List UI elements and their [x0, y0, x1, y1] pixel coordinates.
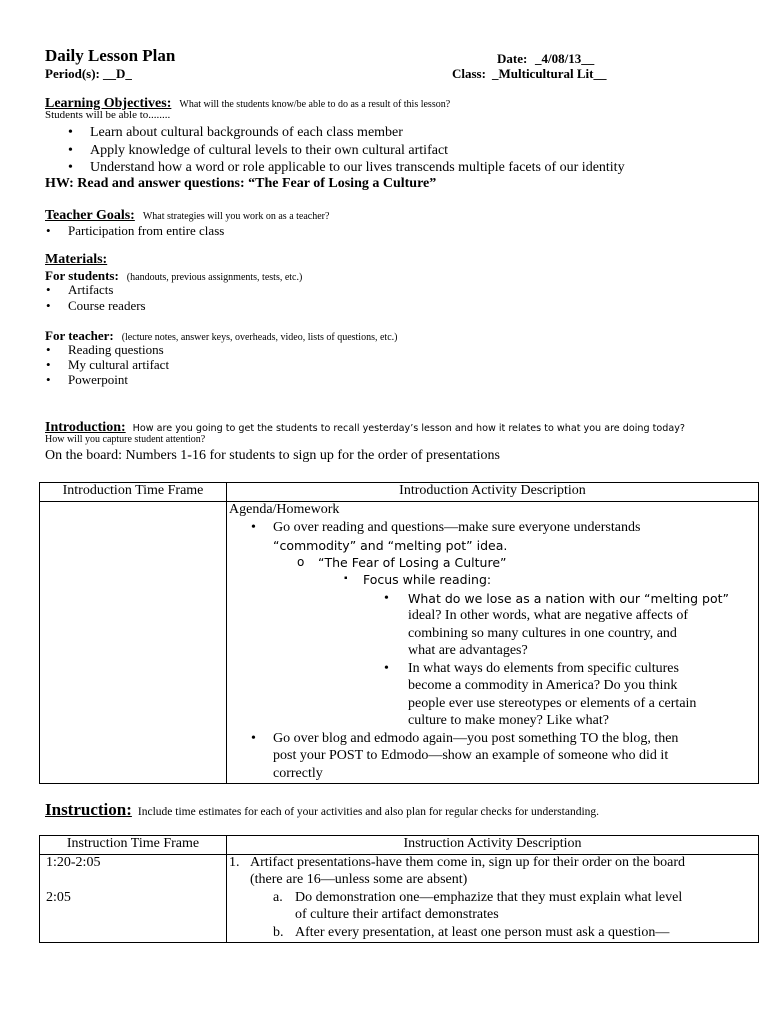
class-label: Class: [452, 66, 486, 81]
sub-bullet-marker: o [297, 555, 305, 569]
intro-q2-line-3: people ever use stereotypes or elements of a certain [408, 696, 697, 711]
intro-q2-line-1: In what ways do elements from specific cultures [408, 661, 679, 676]
instruction-heading-row [45, 800, 599, 820]
objectives-heading: Learning Objectives: [45, 96, 172, 111]
intro-bullet-2-line-1: Go over blog and edmodo again—you post something TO the blog, then [273, 731, 679, 746]
instruction-time-cell [40, 855, 227, 943]
page-title: Daily Lesson Plan [45, 46, 176, 65]
intro-description-cell [227, 502, 759, 784]
homework-line: HW: Read and answer questions: “The Fear of Losing a Culture” [45, 176, 437, 191]
intro-bullet-1-line-2: “commodity” and “melting pot” idea. [273, 538, 508, 553]
instruction-item-1-line-1: Artifact presentations-have them come in, sign up for their order on the board [250, 855, 686, 870]
introduction-prompt-2: How will you capture student attention? [45, 434, 206, 445]
instruction-prompt: Include time estimates for each of your activities and also plan for regular checks for understanding. [137, 806, 600, 818]
intro-bullet-1-line-1: Go over reading and questions—make sure everyone understands [273, 520, 641, 535]
intro-bullet-2-line-3: correctly [273, 766, 323, 781]
intro-bullet-2-line-2: post your POST to Edmodo—show an example of someone who did it [273, 748, 669, 763]
intro-q1-line-4: what are advantages? [408, 643, 528, 658]
intro-q2-line-2: become a commodity in America? Do you think [408, 678, 678, 693]
teacher-goals-heading: Teacher Goals: [45, 208, 135, 223]
for-students-prompt: (handouts, previous assignments, tests, etc.) [126, 272, 303, 283]
instruction-col-time: Instruction Time Frame [40, 836, 227, 855]
teacher-material-item: • My cultural artifact [68, 357, 169, 372]
intro-q1-line-2: ideal? In other words, what are negative affects of [408, 608, 689, 623]
objective-item: • Learn about cultural backgrounds of each class member [90, 124, 625, 142]
instruction-col-description: Instruction Activity Description [227, 836, 759, 855]
teacher-goals-prompt: What strategies will you work on as a teacher? [142, 211, 330, 222]
introduction-board-note: On the board: Numbers 1-16 for students to sign up for the order of presentations [45, 448, 500, 463]
class-value: _Multicultural Lit__ [492, 66, 607, 81]
bullet-icon: • [251, 731, 256, 746]
teacher-materials-list [68, 342, 169, 388]
objective-item: • Understand how a word or role applicable to our lives transcends multiple facets of our identity [90, 159, 625, 177]
instruction-time-2: 2:05 [46, 890, 71, 905]
for-teacher-prompt: (lecture notes, answer keys, overheads, video, lists of questions, etc.) [121, 332, 398, 343]
student-material-item: • Artifacts [68, 282, 146, 298]
for-teacher-label: For teacher: [45, 328, 114, 343]
intro-focus-label: Focus while reading: [363, 572, 492, 587]
instruction-sub-a-line-1: Do demonstration one—emphazize that they must explain what level [295, 890, 683, 905]
student-material-item: • Course readers [68, 298, 146, 314]
objectives-list [90, 124, 625, 177]
objective-item: • Apply knowledge of cultural levels to their own cultural artifact [90, 142, 625, 160]
intro-q2-line-4: culture to make money? Like what? [408, 713, 609, 728]
instruction-description-cell [227, 855, 759, 943]
bullet-icon: • [251, 520, 256, 535]
teacher-material-item: • Powerpoint [68, 372, 169, 387]
bullet-icon: • [384, 591, 389, 606]
intro-time-cell [40, 502, 227, 784]
instruction-sub-b-line-1: After every presentation, at least one person must ask a question— [295, 925, 670, 940]
intro-sub-item: “The Fear of Losing a Culture” [318, 555, 507, 570]
objectives-lead: Students will be able to........ [45, 109, 171, 121]
date-label: Date: [497, 51, 528, 66]
intro-col-description: Introduction Activity Description [227, 483, 759, 502]
introduction-table [39, 482, 759, 784]
instruction-heading: Instruction: [45, 800, 132, 819]
instruction-time-1: 1:20-2:05 [46, 855, 101, 870]
instruction-sub-b-marker: b. [273, 925, 284, 940]
introduction-heading: Introduction [45, 420, 121, 435]
period-value: __D_ [103, 66, 132, 81]
introduction-prompt: How are you going to get the students to recall yesterday’s lesson and how it relates to what you are doing today? [132, 423, 685, 434]
intro-q1-line-3: combining so many cultures in one country, and [408, 626, 677, 641]
instruction-sub-a-line-2: of culture their artifact demonstrates [295, 907, 499, 922]
teacher-goal-item: • Participation from entire class [68, 223, 224, 238]
bullet-icon: • [384, 661, 389, 676]
instruction-item-number: 1. [229, 855, 240, 870]
students-materials-list [68, 282, 146, 313]
instruction-item-1-line-2: (there are 16—unless some are absent) [250, 872, 468, 887]
teacher-material-item: • Reading questions [68, 342, 169, 357]
introduction-colon: : [120, 420, 126, 435]
date-value: _4/08/13__ [535, 51, 595, 66]
instruction-table [39, 835, 759, 943]
for-students-label: For students: [45, 268, 119, 283]
intro-q1-line-1: What do we lose as a nation with our “melting pot” [408, 591, 729, 606]
materials-heading: Materials: [45, 252, 108, 267]
instruction-sub-a-marker: a. [273, 890, 283, 905]
teacher-goals-heading-row [45, 206, 329, 224]
period-label: Period(s): [45, 66, 100, 81]
square-bullet-marker: ▪ [344, 573, 348, 584]
objectives-prompt: What will the students know/be able to do as a result of this lesson? [179, 99, 451, 110]
intro-col-time: Introduction Time Frame [40, 483, 227, 502]
teacher-goals-list [68, 223, 224, 238]
intro-agenda: Agenda/Homework [229, 502, 340, 517]
